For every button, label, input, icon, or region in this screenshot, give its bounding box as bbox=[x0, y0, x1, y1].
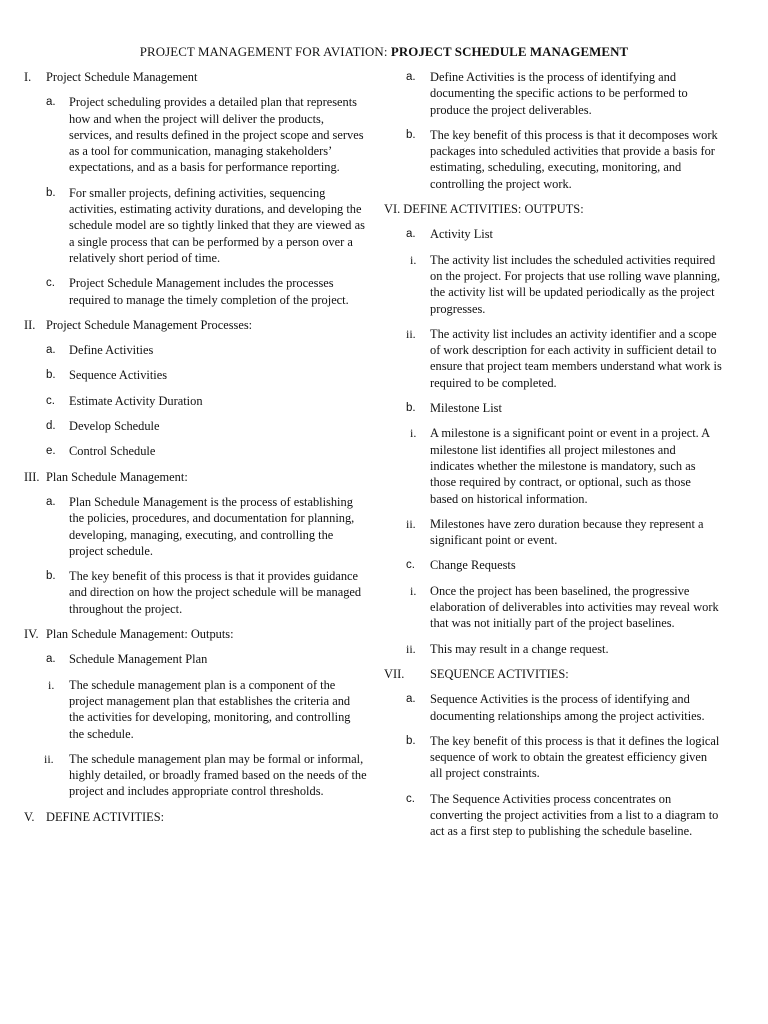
item-marker: b. bbox=[406, 128, 416, 141]
item-text: A milestone is a significant point or event in a project. A milestone list identifies all project milestones and indicates whether the milestone is mandatory, such as those required by contract, or optional, such as those based on historical information. bbox=[430, 426, 710, 506]
section-heading bbox=[384, 201, 722, 217]
document-title bbox=[0, 44, 768, 60]
item-text: Estimate Activity Duration bbox=[69, 393, 203, 408]
section-title: Plan Schedule Management: Outputs: bbox=[46, 627, 234, 642]
item-marker: e. bbox=[46, 445, 56, 458]
section-title: Project Schedule Management Processes: bbox=[46, 317, 253, 332]
item-marker: i. bbox=[410, 583, 417, 598]
list-item bbox=[24, 443, 368, 459]
item-text: The activity list includes an activity identifier and a scope of work description for each activity in sufficient detail to ensure that project team members understand what work is required to be completed. bbox=[430, 326, 722, 390]
title-prefix: PROJECT MANAGEMENT FOR AVIATION: bbox=[139, 45, 391, 59]
right-column bbox=[384, 69, 722, 849]
sub-list-item bbox=[384, 516, 722, 549]
item-text: The activity list includes the scheduled activities required on the project. For projects that use rolling wave planning, the activity list will be updated periodically as the project progresses. bbox=[430, 252, 721, 316]
item-marker: d. bbox=[46, 420, 56, 433]
list-item bbox=[384, 791, 722, 840]
list-item bbox=[24, 651, 368, 667]
section-number: III. bbox=[24, 469, 40, 484]
section-title: DEFINE ACTIVITIES: OUTPUTS: bbox=[403, 202, 584, 217]
item-marker: i. bbox=[410, 426, 417, 441]
item-marker: c. bbox=[46, 277, 55, 290]
item-marker: ii. bbox=[406, 326, 416, 341]
item-text: The key benefit of this process is that it decomposes work packages into scheduled activities that provide a basis for estimating, scheduling, executing, monitoring, and controlling the project work. bbox=[430, 127, 718, 191]
left-column bbox=[24, 69, 368, 834]
item-marker: ii. bbox=[406, 641, 416, 656]
sub-list-item bbox=[384, 326, 722, 391]
section-number: V. bbox=[24, 809, 35, 824]
section-heading bbox=[24, 469, 368, 485]
item-marker: a. bbox=[406, 71, 416, 83]
item-text: The key benefit of this process is that it provides guidance and direction on how the project schedule will be managed throughout the project. bbox=[69, 569, 362, 616]
item-marker: a. bbox=[46, 344, 56, 357]
list-item bbox=[384, 127, 722, 192]
section-heading bbox=[24, 317, 368, 333]
item-text: The key benefit of this process is that it defines the logical sequence of work to obtain the greatest efficiency given all project constraints. bbox=[430, 733, 720, 781]
item-marker: a. bbox=[46, 96, 56, 109]
section-title: DEFINE ACTIVITIES: bbox=[46, 809, 165, 824]
item-text: Milestones have zero duration because they represent a significant point or event. bbox=[430, 516, 704, 548]
list-item bbox=[24, 342, 368, 358]
item-text: The Sequence Activities process concentrates on converting the project activities from a list to a diagram to act as a first step to publishing the schedule baseline. bbox=[430, 791, 719, 839]
item-text: Sequence Activities bbox=[69, 368, 168, 383]
list-item bbox=[24, 494, 368, 559]
item-marker: a. bbox=[406, 228, 416, 241]
list-item bbox=[384, 691, 722, 724]
item-text: Milestone List bbox=[430, 401, 502, 416]
section-title: Plan Schedule Management: bbox=[46, 469, 188, 484]
sub-list-item bbox=[24, 751, 368, 800]
section-number: IV. bbox=[24, 627, 39, 642]
item-marker: a. bbox=[46, 495, 56, 508]
list-item bbox=[24, 367, 368, 383]
list-item bbox=[384, 733, 722, 782]
section-heading bbox=[384, 666, 722, 682]
section-number: VI. bbox=[384, 202, 401, 217]
item-text: This may result in a change request. bbox=[430, 641, 609, 656]
item-text: The schedule management plan is a component of the project management plan that establishes the criteria and the activities for developing, monitoring, and controlling the schedule. bbox=[69, 677, 351, 741]
item-text: The schedule management plan may be formal or informal, highly detailed, or broadly framed based on the needs of the project and includes appropriate control thresholds. bbox=[69, 751, 367, 799]
section-number: I. bbox=[24, 70, 32, 84]
sub-list-item bbox=[384, 641, 722, 657]
sub-list-item bbox=[24, 677, 368, 742]
item-marker: c. bbox=[406, 559, 415, 572]
list-item bbox=[384, 226, 722, 242]
item-marker: ii. bbox=[44, 751, 54, 766]
item-text: Develop Schedule bbox=[69, 419, 160, 434]
item-marker: i. bbox=[48, 677, 55, 692]
list-item bbox=[24, 568, 368, 617]
title-bold: PROJECT SCHEDULE MANAGEMENT bbox=[390, 45, 629, 59]
section-heading bbox=[24, 69, 368, 85]
item-text: Sequence Activities is the process of identifying and documenting relationships among the project activities. bbox=[430, 692, 705, 723]
item-text: Activity List bbox=[430, 227, 493, 242]
list-item bbox=[24, 393, 368, 409]
item-marker: b. bbox=[46, 186, 56, 199]
section-heading bbox=[24, 809, 368, 825]
section-number: VII. bbox=[384, 666, 405, 681]
item-marker: i. bbox=[410, 252, 417, 267]
sub-list-item bbox=[384, 252, 722, 317]
item-text: Schedule Management Plan bbox=[69, 652, 208, 667]
list-item bbox=[24, 275, 368, 308]
item-marker: c. bbox=[406, 792, 415, 805]
item-marker: b. bbox=[46, 369, 56, 382]
item-marker: a. bbox=[406, 693, 416, 706]
item-text: Control Schedule bbox=[69, 444, 156, 459]
section-heading bbox=[24, 626, 368, 642]
item-marker: b. bbox=[406, 734, 416, 747]
item-text: Change Requests bbox=[430, 558, 516, 573]
sub-list-item bbox=[384, 583, 722, 632]
item-text: Plan Schedule Management is the process of establishing the policies, procedures, and documentation for planning, developing, managing, executing, and controlling the project schedule. bbox=[69, 494, 355, 558]
item-text: For smaller projects, defining activities, sequencing activities, estimating activity durations, and developing the schedule model are so tightly linked that they are viewed as a single process that can be performed by a person over a relatively short period of time. bbox=[69, 185, 365, 265]
list-item bbox=[24, 94, 368, 175]
list-item bbox=[24, 418, 368, 434]
item-text: Once the project has been baselined, the progressive elaboration of deliverables into activities may reveal work that was not initially part of the project baselines. bbox=[430, 583, 719, 631]
item-marker: c. bbox=[46, 394, 55, 407]
sub-list-item bbox=[384, 425, 722, 506]
item-text: Project scheduling provides a detailed plan that represents how and when the project will deliver the products, services, and results defined in the project scope and serves as a tool for communication, managing stakeholders’ expectations, and as a basis for performance reporting. bbox=[69, 95, 364, 175]
list-item bbox=[384, 69, 722, 118]
section-number: II. bbox=[24, 317, 36, 332]
item-text: Project Schedule Management includes the processes required to manage the timely completion of the project. bbox=[69, 276, 349, 307]
item-text: Define Activities is the process of identifying and documenting the specific actions to be performed to produce the project deliverables. bbox=[430, 70, 688, 117]
section-title: SEQUENCE ACTIVITIES: bbox=[430, 666, 569, 681]
list-item bbox=[384, 400, 722, 416]
item-marker: a. bbox=[46, 653, 56, 666]
section-title: Project Schedule Management bbox=[46, 70, 198, 84]
item-marker: ii. bbox=[406, 516, 416, 531]
item-marker: b. bbox=[406, 402, 416, 415]
list-item bbox=[24, 185, 368, 266]
item-marker: b. bbox=[46, 570, 56, 583]
list-item bbox=[384, 557, 722, 573]
item-text: Define Activities bbox=[69, 343, 154, 358]
